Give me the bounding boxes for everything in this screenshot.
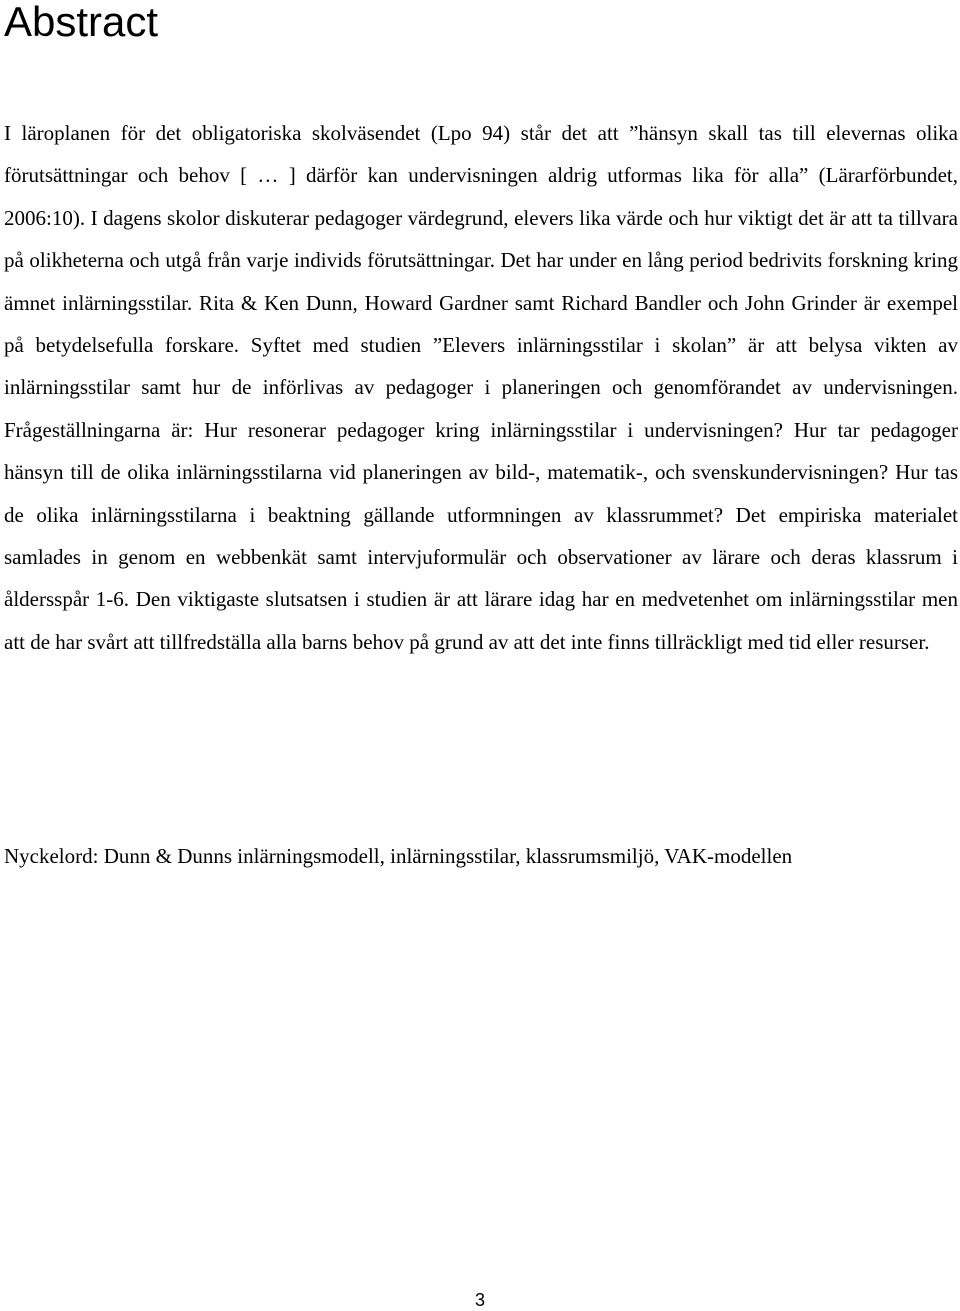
section-heading: Abstract (4, 0, 159, 45)
keywords-line: Nyckelord: Dunn & Dunns inlärningsmodell, inlärningsstilar, klassrumsmiljö, VAK-modellen (4, 844, 793, 868)
page-number: 3 (474, 1290, 485, 1310)
abstract-paragraph: I läroplanen för det obligatoriska skolväsendet (Lpo 94) står det att ”hänsyn skall tas till elevernas olika förutsättningar och behov [ … ] därför kan undervisningen aldrig utformas lika för alla” (Lärarförbundet, 2006:10). I dagens skolor diskuterar pedagoger värdegrund, elevers lika värde och hur viktigt det är att ta tillvara på olikheterna och utgå från varje individs förutsättningar. Det har under en lång period bedrivits forskning kring ämnet inlärningsstilar. Rita & Ken Dunn, Howard Gardner samt Richard Bandler och John Grinder är exempel på betydelsefulla forskare. Syftet med studien ”Elevers inlärningsstilar i skolan” är att belysa vikten av inlärningsstilar samt hur de införlivas av pedagoger i planeringen och genomförandet av undervisningen. Frågeställningarna är: Hur resonerar pedagoger kring inlärningsstilar i undervisningen? Hur tar pedagoger hänsyn till de olika inlärningsstilarna vid planeringen av bild-, matematik-, och svenskundervisningen? Hur tas de olika inlärningsstilarna i beaktning gällande utformningen av klassrummet? Det empiriska materialet samlades in genom en webbenkät samt intervjuformulär och observationer av lärare och deras klassrum i åldersspår 1-6. Den viktigaste slutsatsen i studien är att lärare idag har en medvetenhet om inlärningsstilar men att de har svårt att tillfredställa alla barns behov på grund av att det inte finns tillräckligt med tid eller resurser. (4, 121, 958, 654)
